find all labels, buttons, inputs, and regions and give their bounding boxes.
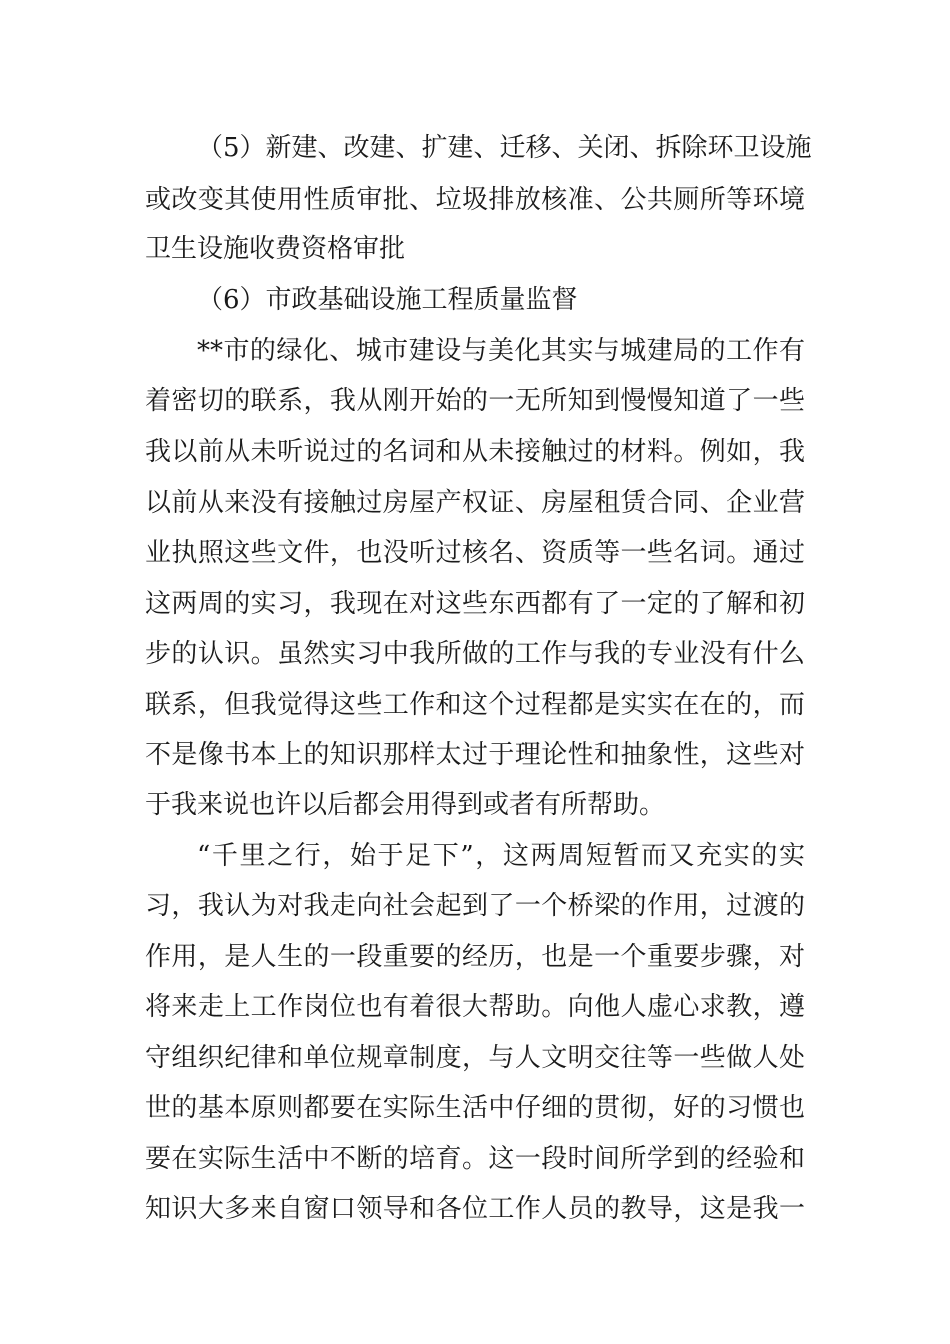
text-line: 步的认识。虽然实习中我所做的工作与我的专业没有什么 bbox=[145, 639, 805, 669]
text-line: 要在实际生活中不断的培育。这一段时间所学到的经验和 bbox=[145, 1144, 805, 1174]
text-line: 或改变其使用性质审批、垃圾排放核准、公共厕所等环境 bbox=[145, 185, 805, 215]
text-line: 知识大多来自窗口领导和各位工作人员的教导，这是我一 bbox=[145, 1194, 805, 1224]
text-line: 习，我认为对我走向社会起到了一个桥梁的作用，过渡的 bbox=[145, 891, 805, 921]
text-line: “千里之行，始于足下”，这两周短暂而又充实的实 bbox=[197, 841, 805, 871]
text-line: （6）市政基础设施工程质量监督 bbox=[197, 285, 578, 315]
text-line: 我以前从未听说过的名词和从未接触过的材料。例如，我 bbox=[145, 437, 805, 467]
text-line: 将来走上工作岗位也有着很大帮助。向他人虚心求教，遵 bbox=[145, 992, 805, 1022]
text-line: （5）新建、改建、扩建、迁移、关闭、拆除环卫设施 bbox=[197, 133, 812, 163]
text-line: 卫生设施收费资格审批 bbox=[145, 234, 406, 264]
text-line: 这两周的实习，我现在对这些东西都有了一定的了解和初 bbox=[145, 589, 805, 619]
text-line: 于我来说也许以后都会用得到或者有所帮助。 bbox=[145, 790, 666, 820]
text-line: **市的绿化、城市建设与美化其实与城建局的工作有 bbox=[197, 336, 805, 366]
text-line: 业执照这些文件，也没听过核名、资质等一些名词。通过 bbox=[145, 538, 805, 568]
text-line: 着密切的联系，我从刚开始的一无所知到慢慢知道了一些 bbox=[145, 386, 805, 416]
text-line: 不是像书本上的知识那样太过于理论性和抽象性，这些对 bbox=[145, 740, 805, 770]
text-line: 作用，是人生的一段重要的经历，也是一个重要步骤，对 bbox=[145, 942, 805, 972]
text-line: 以前从来没有接触过房屋产权证、房屋租赁合同、企业营 bbox=[145, 488, 805, 518]
text-line: 守组织纪律和单位规章制度，与人文明交往等一些做人处 bbox=[145, 1043, 805, 1073]
text-line: 世的基本原则都要在实际生活中仔细的贯彻，好的习惯也 bbox=[145, 1093, 805, 1123]
text-line: 联系，但我觉得这些工作和这个过程都是实实在在的，而 bbox=[145, 690, 805, 720]
